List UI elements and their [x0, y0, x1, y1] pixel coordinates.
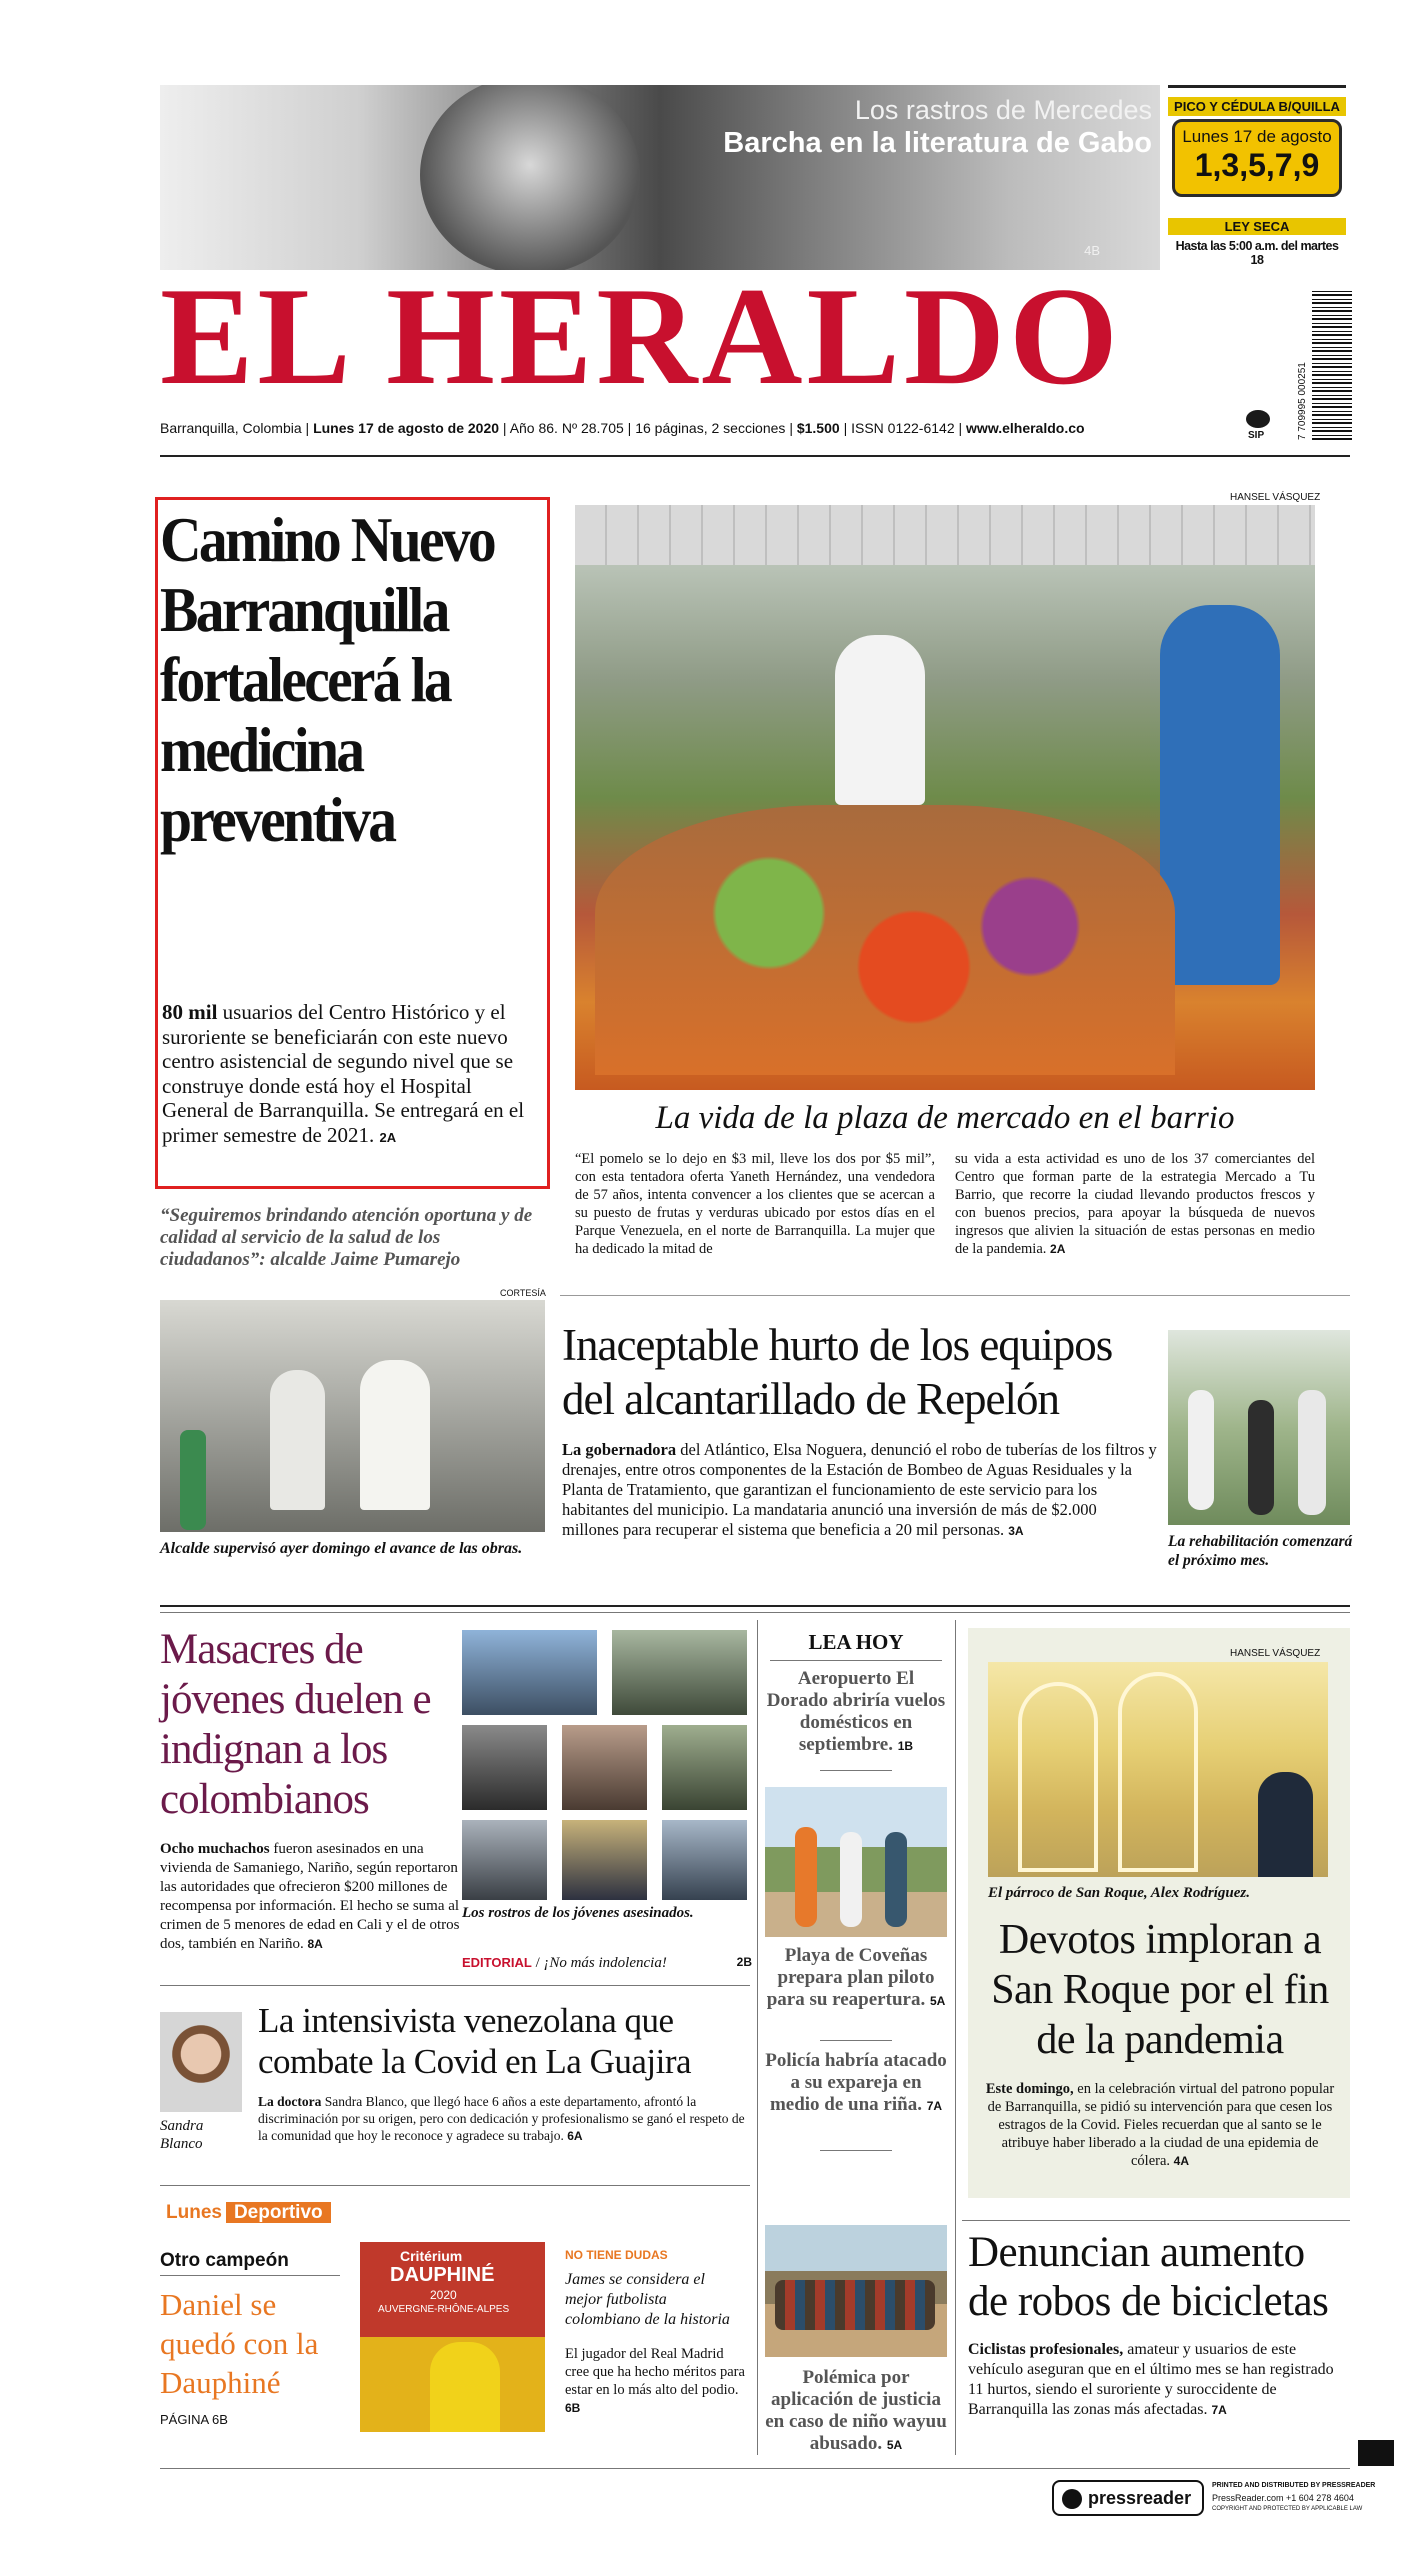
lea-hoy-item-2-ref: 5A [929, 1994, 946, 2008]
victim-photo-5[interactable] [662, 1725, 747, 1810]
san-roque-photo-caption: El párroco de San Roque, Alex Rodríguez. [988, 1885, 1250, 1901]
lead-body [162, 1000, 542, 1150]
pico-numbers: 1,3,5,7,9 [1194, 147, 1320, 183]
bicicletas-body [968, 2340, 1338, 2420]
san-roque-body-lead: Este domingo, [985, 2081, 1074, 2097]
ley-seca-text: Hasta las 5:00 a.m. del martes 18 [1175, 239, 1339, 267]
lea-hoy-title-rule [770, 1660, 942, 1661]
san-roque-photo-credit: HANSEL VÁSQUEZ [1230, 1648, 1321, 1659]
pressreader-icon [1062, 2489, 1082, 2509]
editorial-ref: 2B [736, 1955, 752, 1969]
church-arch-1 [1018, 1682, 1098, 1872]
priest-figure [1258, 1772, 1313, 1877]
repelon-photo-caption: La rehabilitación comenzará el próximo mes. [1168, 1533, 1353, 1569]
deportivo-kicker: Otro campeón [160, 2250, 289, 2271]
info-year: Año 86. Nº 28.705 [509, 420, 624, 436]
cyclist-photo-text3: 2020 [430, 2288, 457, 2302]
victim-photo-1[interactable] [462, 1630, 597, 1715]
editorial-sep: / [535, 1955, 544, 1971]
sandra-name-1: Sandra [160, 2118, 204, 2134]
info-strip [160, 420, 1240, 442]
pico-date: Lunes 17 de agosto [1182, 127, 1332, 146]
repelon-photo[interactable] [1168, 1330, 1350, 1525]
masacres-ref: 8A [307, 1937, 323, 1951]
pico-top-rule [1168, 85, 1346, 88]
lea-hoy-item-1[interactable] [765, 1668, 947, 1757]
victim-photo-2[interactable] [612, 1630, 747, 1715]
deportivo-tag[interactable] [162, 2200, 331, 2226]
produce-pile [595, 805, 1175, 1075]
masacres-body-lead: Ocho muchachos [160, 1841, 270, 1857]
bicicletas-body-lead: Ciclistas profesionales, [968, 2341, 1124, 2358]
sip-logo-icon [1246, 410, 1270, 428]
bottom-rule [160, 2468, 1350, 2469]
worker-figure-2 [360, 1360, 430, 1510]
covenas-figure-1 [795, 1827, 817, 1927]
deportivo-headline[interactable]: Daniel se quedó con la Dauphiné [160, 2287, 319, 2400]
cyclist-photo-text1: Critérium [400, 2248, 463, 2264]
market-col2-text: su vida a esta actividad es uno de los 37 comerciantes del Centro que forman parte de la estrategia Mercado a Tu Barrio, que recorre la ciudad llevando productos frescos y con buenos precios, para apoyar la búsqueda de nuevos ingresos que alivien la situación de estas personas en medio de la pandemia. [955, 1151, 1315, 1257]
cyclist-figure [430, 2342, 500, 2432]
intensivista-ref: 6A [567, 2129, 583, 2143]
masacres-body-text: fueron asesinados en una vivienda de Samaniego, Nariño, según reportaron las autoridades que ofrecieron $200 millones de recompensa por información. El hecho se suma al crimen de 5 menores de edad en Cali y el de otros dos, también en Nariño. [160, 1841, 460, 1952]
masacres-headline[interactable]: Masacres de jóvenes duelen e indignan a los colombianos [160, 1626, 431, 1823]
worker-figure-1 [270, 1370, 325, 1510]
lead-ref: 2A [379, 1129, 397, 1145]
editorial-text: ¡No más indolencia! [543, 1955, 667, 1971]
gabo-face [420, 85, 640, 270]
info-sep-6: | [958, 420, 967, 436]
lea-hoy-rule-3 [820, 2150, 892, 2151]
repelon-headline[interactable]: Inaceptable hurto de los equipos del alcantarillado de Repelón [562, 1320, 1113, 1424]
victim-photo-4[interactable] [562, 1725, 647, 1810]
repelon-body-lead: La gobernadora [562, 1440, 677, 1459]
pressreader-label: pressreader [1088, 2488, 1192, 2508]
info-sep-2: | [502, 420, 510, 436]
victim-photo-6[interactable] [462, 1820, 547, 1900]
info-issn: ISSN 0122-6142 [851, 420, 955, 436]
sip-label: SIP [1248, 430, 1265, 441]
deportivo-tag-lunes: Lunes [166, 2202, 222, 2223]
pico-cedula-box [1168, 85, 1346, 267]
lead-photo-caption: Alcalde supervisó ayer domingo el avance de las obras. [160, 1540, 523, 1557]
official-figure-3 [1298, 1390, 1326, 1515]
repelon-ref: 3A [1008, 1524, 1024, 1538]
info-sep-5: | [843, 420, 852, 436]
wayuu-crowd [775, 2280, 935, 2330]
lead-body-text: usuarios del Centro Histórico y el suroriente se beneficiarán con este nuevo centro asistencial de segundo nivel que se construye donde está hoy el Hospital General de Barranquilla. Se entregará en el primer semestre de 2021. [162, 1000, 525, 1147]
info-sep-3: | [627, 420, 636, 436]
info-web[interactable]: www.elheraldo.co [966, 420, 1085, 436]
lea-hoy-item-4-text: Polémica por aplicación de justicia en caso de niño wayuu abusado. [765, 2367, 947, 2454]
market-bottom-rule [560, 1295, 1350, 1296]
san-roque-ref: 4A [1173, 2154, 1189, 2168]
pressreader-line1: PRINTED AND DISTRIBUTED BY PRESSREADER [1212, 2482, 1376, 2489]
pico-badge [1172, 119, 1342, 197]
church-arch-2 [1118, 1672, 1198, 1872]
green-cylinder [180, 1430, 206, 1530]
lea-hoy-left-rule [757, 1620, 758, 2455]
logo[interactable]: EL HERALDO [160, 259, 1122, 414]
market-ref: 2A [1050, 1242, 1066, 1256]
wayuu-photo[interactable] [765, 2225, 947, 2357]
bicicletas-ref: 7A [1211, 2403, 1227, 2417]
ley-seca-title: LEY SECA [1168, 218, 1346, 235]
market-col2 [955, 1150, 1315, 1258]
lead-photo-credit: CORTESÍA [500, 1288, 546, 1298]
sandra-name-2: Blanco [160, 2136, 203, 2152]
market-col1 [575, 1150, 935, 1258]
pico-title: PICO Y CÉDULA B/QUILLA [1168, 97, 1346, 116]
san-roque-body [985, 2080, 1335, 2170]
cyclist-photo-text2: DAUPHINÉ [390, 2264, 495, 2286]
deportivo-kicker-rule [160, 2275, 340, 2276]
market-caption-title[interactable]: La vida de la plaza de mercado en el barrio [655, 1100, 1235, 1136]
customer-figure [1160, 605, 1280, 985]
official-figure-1 [1188, 1390, 1214, 1510]
covenas-figure-2 [840, 1832, 862, 1927]
deportivo-top-rule [160, 2185, 750, 2186]
intensivista-body-text: Sandra Blanco, que llegó hace 6 años a este departamento, afrontó la discriminación por su origen, pero con dedicación y profesionalismo se ganó el respeto de la comunidad que hoy le reconoce y agradece su trabajo. [258, 2094, 745, 2143]
lead-photo[interactable] [160, 1300, 545, 1532]
promo-ref: 4B [1084, 243, 1100, 258]
victim-photo-3[interactable] [462, 1725, 547, 1810]
info-pages: 16 páginas, 2 secciones [635, 420, 786, 436]
editorial-line[interactable] [462, 1955, 752, 1972]
deportivo-side-body [565, 2345, 745, 2417]
deportivo-side-quote[interactable]: James se considera el mejor futbolista colombiano de la historia [565, 2271, 730, 2328]
masacres-body [160, 1840, 460, 1954]
covenas-figure-3 [885, 1832, 907, 1927]
lea-hoy-item-3[interactable] [765, 2050, 947, 2117]
section-rule-mid-2 [160, 1612, 1350, 1613]
lea-hoy-item-1-text: Aeropuerto El Dorado abriría vuelos domésticos en septiembre. [766, 1668, 946, 1755]
pressreader-badge[interactable] [1052, 2480, 1204, 2516]
info-sep-4: | [789, 420, 797, 436]
san-roque-photo[interactable] [988, 1662, 1328, 1877]
promo-line1: Los rastros de Mercedes [854, 95, 1152, 125]
lead-body-lead: 80 mil [162, 1000, 218, 1024]
info-price: $1.500 [796, 420, 840, 436]
intensivista-body-lead: La doctora [258, 2094, 322, 2109]
sandra-blanco-photo[interactable] [160, 2012, 242, 2112]
masthead-rule [160, 455, 1350, 457]
lea-hoy-rule-1 [820, 1770, 892, 1771]
lea-hoy-item-2[interactable] [765, 1945, 947, 2012]
pressreader-line2: PressReader.com +1 604 278 4604 [1212, 2493, 1354, 2503]
lea-hoy-item-1-ref: 1B [897, 1739, 914, 1753]
promo-photo[interactable] [160, 85, 1160, 270]
deportivo-tag-deportivo: Deportivo [226, 2202, 331, 2223]
lea-hoy-title: LEA HOY [808, 1630, 904, 1654]
market-photo[interactable] [575, 505, 1315, 1090]
victim-photo-8[interactable] [662, 1820, 747, 1900]
info-date: Lunes 17 de agosto de 2020 [313, 420, 500, 436]
victims-photo-grid [462, 1630, 752, 1900]
deportivo-side-body-text: El jugador del Real Madrid cree que ha hecho méritos para estar en lo más alto del podio. [565, 2346, 745, 2398]
intensivista-headline[interactable]: La intensivista venezolana que combate la Covid en La Guajira [258, 2001, 692, 2081]
barcode-number: 7 709995 000251 [1297, 362, 1308, 440]
lea-hoy-rule-2 [820, 2040, 892, 2041]
deportivo-page-ref: PÁGINA 6B [160, 2412, 228, 2427]
repelon-body-text: del Atlántico, Elsa Noguera, denunció el robo de tuberías de los filtros y drenajes, entre otros componentes de la Estación de Bombeo de Aguas Residuales y la Planta de Tratamiento, que garantizan el funcionamiento de este servicio para los habitantes del municipio. La mandataria anunció una inversión de más de $2.000 millones para recuperar el sistema que beneficia a 20 mil personas. [562, 1440, 1157, 1539]
intensivista-body [258, 2093, 750, 2145]
intensivista-top-rule [160, 1985, 750, 1986]
editorial-label: EDITORIAL [462, 1955, 532, 1970]
section-rule-mid [160, 1605, 1350, 1607]
lea-hoy-item-4-ref: 5A [886, 2438, 903, 2452]
pressreader-line3: COPYRIGHT AND PROTECTED BY APPLICABLE LAW [1212, 2506, 1363, 2512]
awning [575, 505, 1315, 565]
bicicletas-top-rule [962, 2220, 1350, 2221]
victim-photo-7[interactable] [562, 1820, 647, 1900]
promo-line2: Barcha en la literatura de Gabo [723, 127, 1152, 159]
lea-hoy-item-2-text: Playa de Coveñas prepara plan piloto para su reapertura. [766, 1945, 935, 2010]
barcode [1312, 290, 1352, 440]
san-roque-headline[interactable]: Devotos imploran a San Roque por el fin de la pandemia [991, 1917, 1329, 2063]
market-photo-credit: HANSEL VÁSQUEZ [1230, 492, 1321, 503]
lea-hoy-item-3-text: Policía habría atacado a su expareja en medio de una riña. [765, 2050, 947, 2115]
page-corner-marker [1358, 2440, 1394, 2466]
san-roque-body-text: en la celebración virtual del patrono popular de Barranquilla, se pidió su intervención para que cesen los estragos de la Covid. Fieles recuerdan que al santo se le atribuye haber liberado a la ciudad de una epidemia de cólera. [987, 2081, 1335, 2169]
official-figure-2 [1248, 1400, 1274, 1515]
market-col1-text: “El pomelo se lo dejo en $3 mil, lleve los dos por $5 mil”, con esta tentadora oferta Yaneth Hernández, una vendedora de 57 años, intenta convencer a los clientes que se acercan a su puesto de frutas y verduras ubicado por estos días en el Parque Venezuela, en el norte de Barranquilla. La mujer que ha dedicado la mitad de [575, 1151, 935, 1257]
cyclist-photo[interactable] [360, 2242, 545, 2432]
lea-hoy-item-3-ref: 7A [926, 2099, 943, 2113]
bicicletas-body-text: amateur y usuarios de este vehículo aseguran que en el último mes se han registrado 11 hurtos, siendo el suroriente y suroccidente de Barranquilla las zonas más afectadas. [968, 2341, 1334, 2418]
masacres-photo-caption: Los rostros de los jóvenes asesinados. [462, 1905, 694, 1921]
covenas-photo[interactable] [765, 1787, 947, 1937]
deportivo-side-kicker: NO TIENE DUDAS [565, 2248, 668, 2262]
lead-quote: “Seguiremos brindando atención oportuna y de calidad al servicio de la salud de los ciudadanos”: alcalde Jaime Pumarejo [160, 1205, 533, 1270]
cyclist-photo-text4: AUVERGNE-RHÔNE-ALPES [378, 2304, 510, 2315]
lea-hoy-right-rule [955, 1620, 956, 2455]
deportivo-side-ref: 6B [565, 2401, 581, 2415]
bicicletas-headline[interactable]: Denuncian aumento de robos de bicicletas [968, 2229, 1329, 2325]
vendor-figure [835, 635, 925, 805]
lead-headline[interactable]: Camino Nuevo Barranquilla fortalecerá la medicina preventiva [160, 504, 495, 855]
info-sep-1: | [305, 420, 314, 436]
lea-hoy-item-4[interactable] [765, 2367, 947, 2456]
info-city: Barranquilla, Colombia [160, 420, 302, 436]
repelon-body [562, 1440, 1157, 1541]
